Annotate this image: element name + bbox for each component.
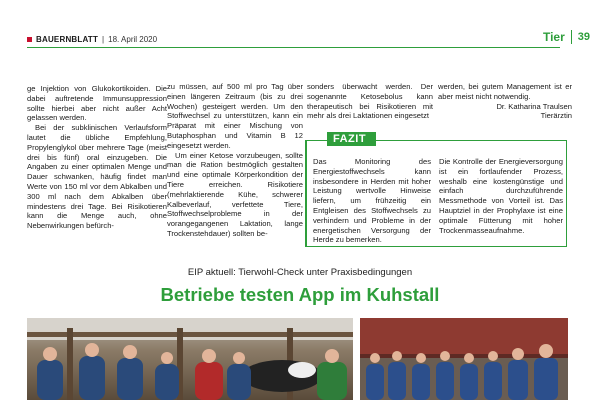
article-column-3 — [307, 82, 433, 121]
fazit-title: FAZIT — [327, 132, 376, 146]
page-header-right — [543, 30, 590, 44]
paragraph: zu müssen, auf 500 ml pro Tag über einen längeren Zeitraum (bis zu drei Wochen) gesteigert werden. Um den Stoffwechsel zu unterstützen, kann ein Präparat mit einer Mischung von Butaphosphan und Vitamin B 12 eingesetzt werden. — [167, 82, 303, 150]
brand-square-icon — [27, 37, 32, 42]
group-photo-barn — [27, 318, 353, 400]
page-number: 39 — [577, 31, 590, 43]
author-title: Tierärztin — [540, 111, 572, 121]
publication-name: BAUERNBLATT — [36, 35, 99, 44]
fazit-column-2: Die Kontrolle der Energieversorgung ist ein fortlaufender Prozess, weshalb eine kostengünstige und einfach durchzuführende Messmethode von Vorteil ist. Das Hauptziel in der Prophylaxe ist eine optimale Fütterung mit hoher Trockenmasseaufnahme. — [439, 157, 563, 235]
barn-photo-illustration — [27, 318, 353, 400]
page-header-left — [27, 35, 157, 44]
group-photo-farmyard — [360, 318, 568, 400]
header-divider — [571, 30, 572, 44]
article-column-2 — [167, 82, 303, 239]
paragraph: Bei der subklinischen Verlaufsform lautet die übliche Empfehlung, Propylenglykol über mehrere Tage (meist drei bis fünf) oral einzugeben. Die Angaben zu einer optimalen Menge und Dauer schwanken, häufig findet man Werte von 150 ml vor dem Abkalben und 300 ml nach dem Abkalben über mindestens drei Tage. Bei Risikotieren kann die Menge auch, ohne Nebenwirkungen befürch- — [27, 123, 167, 231]
header-rule — [27, 47, 560, 48]
article-kicker: EIP aktuell: Tierwohl-Check unter Praxisbedingungen — [187, 267, 413, 278]
issue-date: 18. April 2020 — [108, 35, 158, 44]
paragraph: werden, bei gutem Management ist er aber meist nicht notwendig. — [438, 82, 572, 101]
article-column-4 — [438, 82, 572, 121]
paragraph: Um einer Ketose vorzubeugen, sollte man die Ration bestmöglich gestalten und eine optimale Körperkondition der Tiere erreichen. Risikotiere (mehrlaktierende Kühe, schwerer Kalbeverlauf, verfettete Tiere, Stoffwechselprobleme in der vorangegangenen Laktation, lange Trockenstehdauer) sollten be- — [167, 150, 303, 238]
fazit-column-1: Das Monitoring des Energiestoffwechsels kann insbesondere in Herden mit hoher Leistung wertvolle Hinweise liefern, um frühzeitig ein Entgleisen des Stoffwechsels zu verhindern und Probleme in der energetischen Versorgung der Herde zu bemerken. — [313, 157, 431, 245]
author-name: Dr. Katharina Traulsen — [496, 101, 572, 111]
header-separator: | — [102, 35, 105, 44]
farmyard-photo-illustration — [360, 318, 568, 400]
article-headline: Betriebe testen App im Kuhstall — [160, 284, 440, 305]
article-column-1 — [27, 84, 167, 231]
fazit-box — [305, 133, 567, 247]
section-title: Tier — [542, 30, 565, 44]
paragraph: sonders überwacht werden. Der sogenannte Ketosebolus kann therapeutisch bei Risikotieren mit mehr als drei Laktationen eingesetzt — [307, 82, 433, 121]
paragraph: ge Injektion von Glukokortikoiden. Die dabei auftretende Immunsuppression sollte hierbei aber nicht außer Acht gelassen werden. — [27, 84, 167, 123]
